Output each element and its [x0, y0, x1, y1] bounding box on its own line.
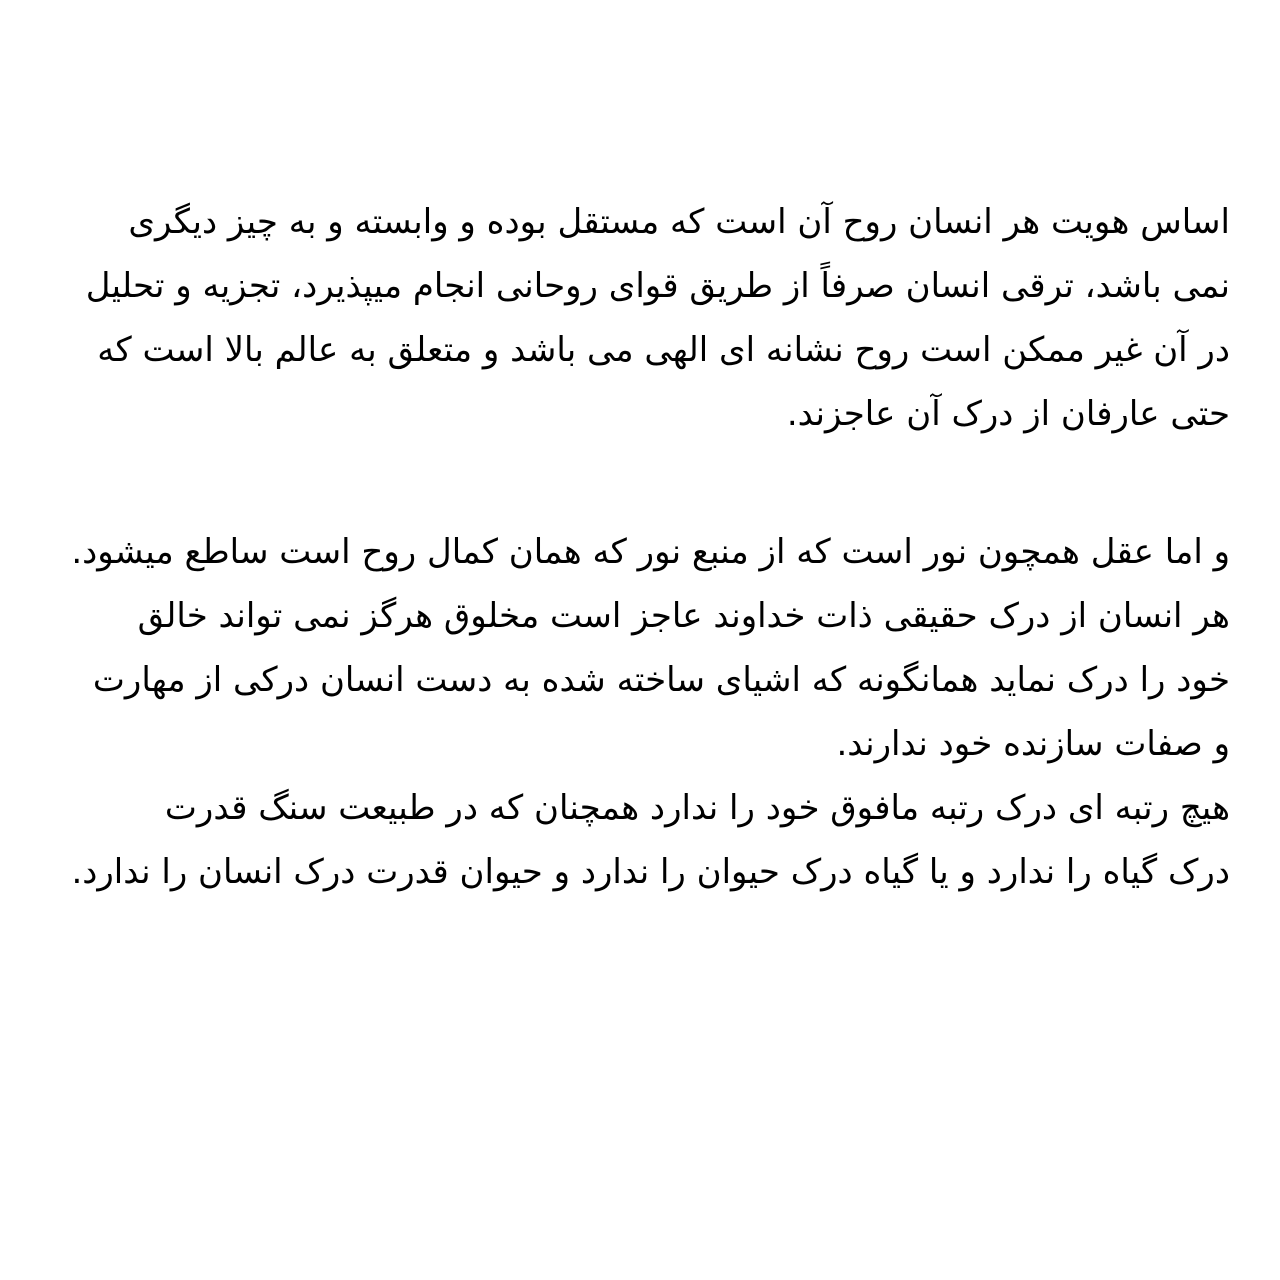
- text-line: و صفات سازنده خود ندارند.: [836, 724, 1230, 764]
- text-line: هیچ رتبه ای درک رتبه مافوق خود را ندارد همچنان که در طبیعت سنگ قدرت: [164, 788, 1230, 828]
- text-line: خود را درک نماید همانگونه که اشیای ساخته شده به دست انسان درکی از مهارت: [92, 660, 1230, 700]
- paragraph-2: [60, 520, 1230, 904]
- text-line: اساس هویت هر انسان روح آن است که مستقل بوده و وابسته و به چیز دیگری: [128, 202, 1230, 242]
- text-line: هر انسان از درک حقیقی ذات خداوند عاجز است مخلوق هرگز نمی تواند خالق: [137, 596, 1230, 636]
- text-line: درک گیاه را ندارد و یا گیاه درک حیوان را ندارد و حیوان قدرت درک انسان را ندارد.: [71, 852, 1230, 892]
- text-line: نمی باشد، ترقی انسان صرفاً از طریق قوای روحانی انجام میپذیرد، تجزیه و تحلیل: [85, 266, 1230, 306]
- text-line: در آن غیر ممکن است روح نشانه ای الهی می باشد و متعلق به عالم بالا است که: [97, 330, 1230, 370]
- text-line: حتی عارفان از درک آن عاجزند.: [786, 394, 1230, 434]
- text-line: و اما عقل همچون نور است که از منبع نور که همان کمال روح است ساطع میشود.: [71, 532, 1230, 572]
- paragraph-1: [60, 190, 1230, 446]
